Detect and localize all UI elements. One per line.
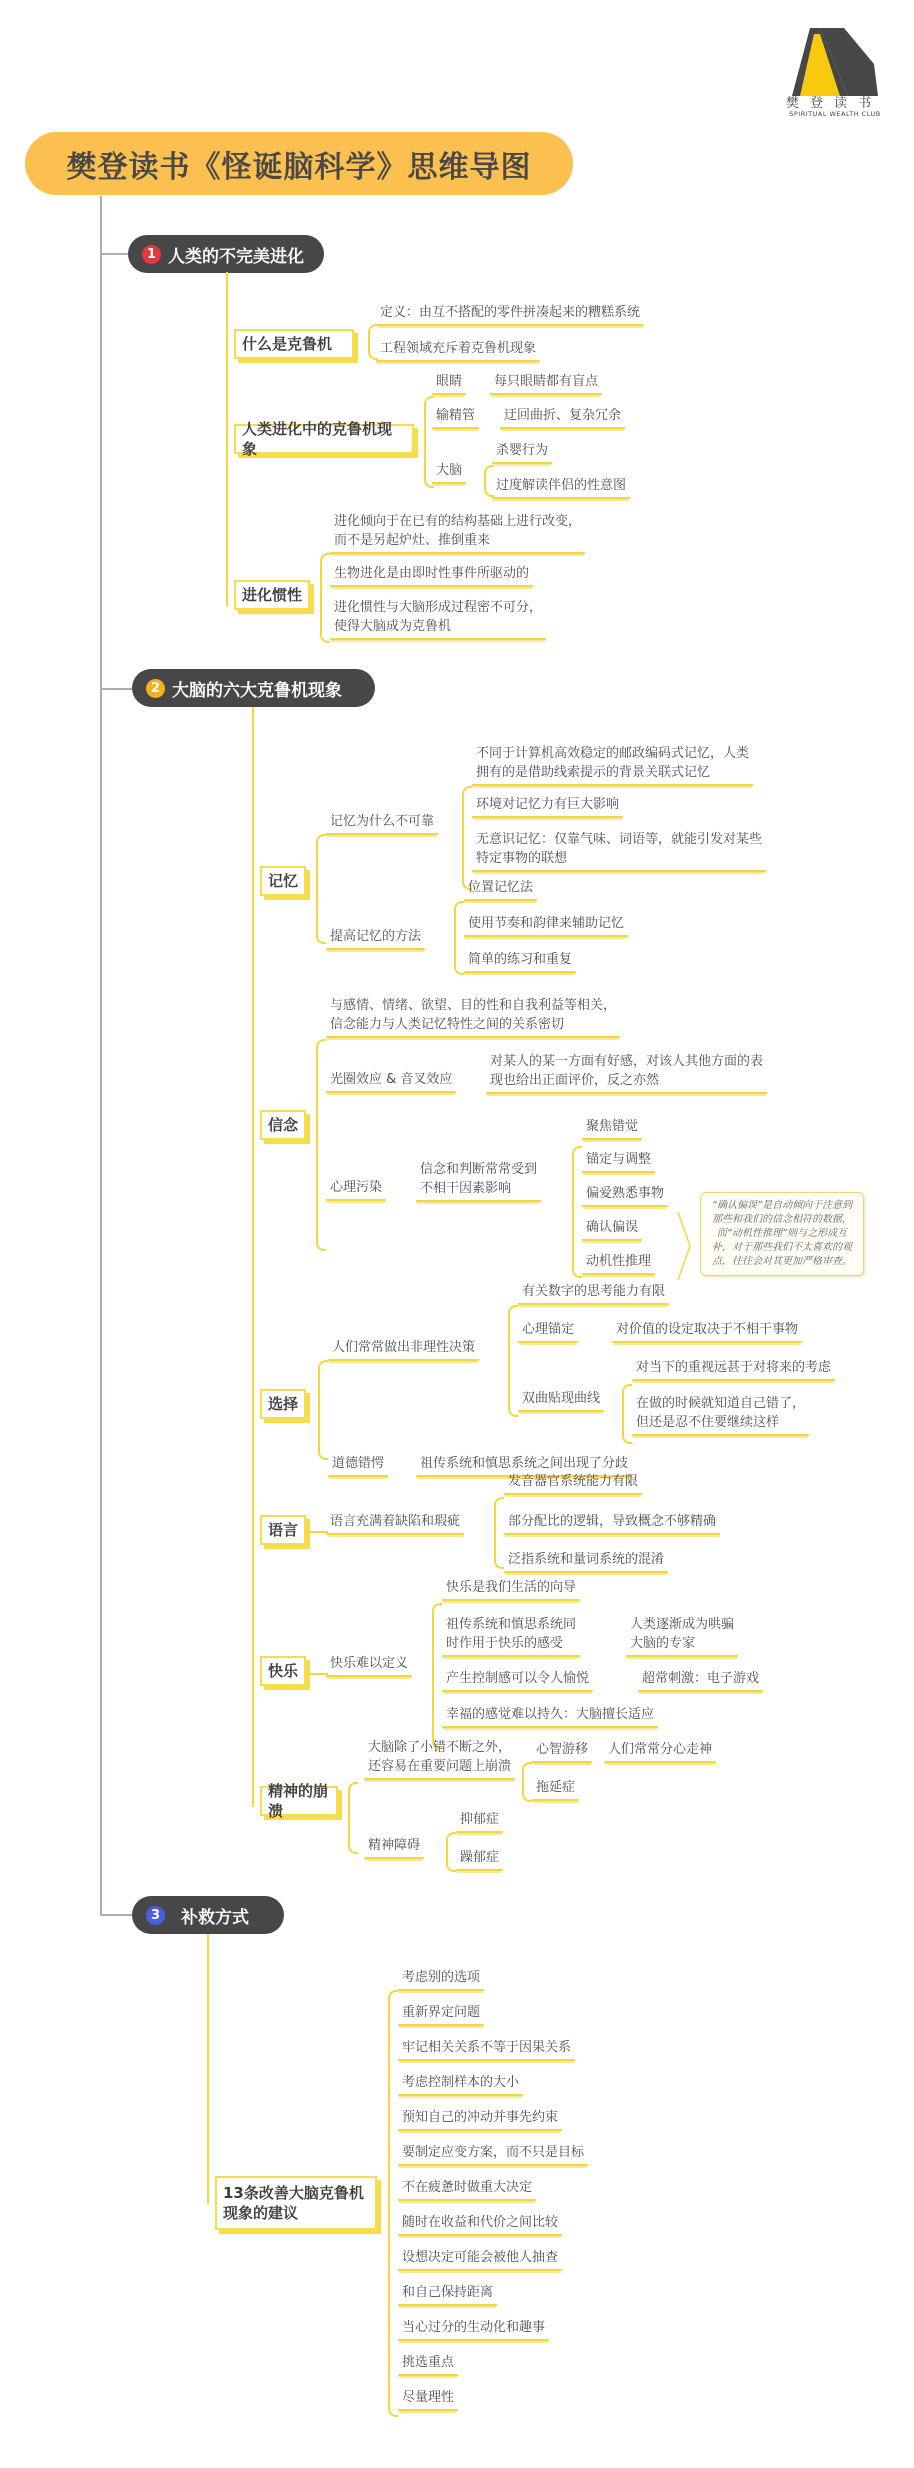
callout-bracket-icon [676, 1210, 694, 1282]
line: 信念能力与人类记忆特性之间的关系密切 [330, 1017, 565, 1032]
line: 在做的时候就知道自己错了， [636, 1396, 806, 1411]
leaf-memory-unreliable[interactable]: 记忆为什么不可靠 [326, 812, 438, 835]
leaf-value-setting[interactable]: 对价值的设定取决于不相干事物 [612, 1320, 802, 1343]
node-language[interactable]: 语言 [260, 1515, 306, 1545]
leaf-mind-wandering[interactable]: 心智游移 [532, 1740, 592, 1763]
line: 时作用于快乐的感受 [446, 1636, 564, 1651]
brace [622, 1384, 632, 1444]
leaf-mental-contamination[interactable]: 心理污染 [326, 1178, 386, 1201]
leaf-motivated-reasoning[interactable]: 动机性推理 [582, 1252, 655, 1275]
trunk-connector-3 [100, 1914, 134, 1916]
brace [432, 1603, 442, 1749]
section-2-branch-line [252, 707, 254, 1807]
line: 但还是忍不住要继续这样 [636, 1415, 780, 1430]
leaf-overinterpret[interactable]: 过度解读伴侣的性意图 [492, 476, 630, 499]
leaf-adaptation[interactable]: 幸福的感觉难以持久：大脑擅长适应 [442, 1705, 658, 1728]
leaf-suggestion-12[interactable]: 挑选重点 [398, 2353, 458, 2376]
line: 对某人的某一方面有好感，对该人其他方面的表 [490, 1054, 764, 1069]
line: 人类逐渐成为哄骗 [630, 1617, 735, 1632]
leaf-hard-to-define[interactable]: 快乐难以定义 [326, 1654, 412, 1677]
leaf-inertia-2[interactable]: 生物进化是由即时性事件所驱动的 [330, 564, 533, 587]
node-13-suggestions[interactable]: 13条改善大脑克鲁机现象的建议 [215, 2176, 377, 2230]
leaf-distracted[interactable]: 人们常常分心走神 [604, 1740, 716, 1763]
node-happiness[interactable]: 快乐 [260, 1656, 306, 1686]
leaf-suggestion-8[interactable]: 随时在收益和代价之间比较 [398, 2213, 562, 2236]
leaf-brain-fooling-expert[interactable] [626, 1615, 738, 1657]
leaf-vas-deferens-detail[interactable]: 迂回曲折、复杂冗余 [500, 406, 625, 429]
brace [348, 1782, 358, 1854]
line: 信念和判断常常受到 [420, 1162, 538, 1177]
leaf-suggestion-13[interactable]: 尽量理性 [398, 2388, 458, 2411]
leaf-eyes-blindspot[interactable]: 每只眼睛都有盲点 [490, 372, 602, 395]
brace [316, 1039, 326, 1251]
leaf-suggestion-9[interactable]: 设想决定可能会被他人抽查 [398, 2248, 562, 2271]
leaf-suggestion-6[interactable]: 要制定应变方案，而不只是目标 [398, 2143, 588, 2166]
brace [508, 1305, 518, 1417]
leaf-procrastination[interactable]: 拖延症 [532, 1778, 579, 1801]
logo-en-text: SPIRITUAL WEALTH CLUB [789, 110, 881, 118]
section-1-title: 人类的不完美进化 [168, 246, 304, 267]
leaf-rhythm[interactable]: 使用节奏和韵律来辅助记忆 [464, 914, 628, 937]
leaf-suggestion-10[interactable]: 和自己保持距离 [398, 2283, 497, 2306]
leaf-engineering[interactable]: 工程领域充斥着克鲁机现象 [376, 339, 540, 362]
leaf-definition[interactable]: 定义：由互不搭配的零件拼凑起来的糟糕系统 [376, 303, 644, 326]
brace [454, 901, 464, 975]
brace [318, 1360, 328, 1460]
leaf-improve-memory[interactable]: 提高记忆的方法 [326, 927, 425, 950]
leaf-confirmation-bias[interactable]: 确认偏误 [582, 1218, 642, 1241]
number-1-icon: 1 [142, 245, 161, 264]
leaf-present-bias[interactable]: 对当下的重视远甚于对将来的考虑 [632, 1358, 835, 1381]
leaf-know-wrong[interactable] [632, 1394, 809, 1436]
leaf-suggestion-7[interactable]: 不在疲惫时做重大决定 [398, 2178, 536, 2201]
brace [572, 1146, 582, 1278]
trunk-connector-1 [100, 253, 130, 255]
leaf-sense-of-control[interactable]: 产生控制感可以令人愉悦 [442, 1669, 593, 1692]
number-2-icon: 2 [146, 679, 165, 698]
trunk-connector-2 [100, 688, 134, 690]
line: 现也给出正面评价，反之亦然 [490, 1073, 660, 1088]
node-human-evolution-kluge[interactable]: 人类进化中的克鲁机现象 [234, 424, 414, 454]
line: 不同于计算机高效稳定的邮政编码式记忆，人类 [476, 746, 750, 761]
leaf-suggestion-3[interactable]: 牢记相关关系不等于因果关系 [398, 2038, 575, 2061]
section-3-branch-line [207, 1934, 209, 2204]
node-memory[interactable]: 记忆 [260, 866, 306, 896]
leaf-systems-diverge[interactable]: 祖传系统和慎思系统之间出现了分歧 [416, 1454, 632, 1477]
leaf-anchoring[interactable]: 锚定与调整 [582, 1150, 655, 1173]
line: 特定事物的联想 [476, 851, 568, 866]
line: 进化惯性与大脑形成过程密不可分， [334, 600, 543, 615]
leaf-number-thinking[interactable]: 有关数字的思考能力有限 [518, 1282, 669, 1305]
brace [462, 786, 472, 890]
line: 祖传系统和慎思系统同 [446, 1617, 577, 1632]
mindmap-title: 樊登读书《怪诞脑科学》思维导图 [25, 132, 573, 195]
line: 大脑除了小错不断之外， [368, 1740, 512, 1755]
leaf-irrational-decisions[interactable]: 人们常常做出非理性决策 [328, 1338, 479, 1361]
line: 还容易在重要问题上崩溃 [368, 1759, 512, 1774]
node-choice[interactable]: 选择 [260, 1389, 306, 1419]
line: 而不是另起炉灶、推倒重来 [334, 533, 491, 548]
brace [446, 1832, 456, 1872]
leaf-ancestral-deliberative[interactable] [442, 1615, 580, 1657]
section-1-node[interactable] [128, 235, 324, 273]
brace [494, 1497, 504, 1569]
leaf-infanticide[interactable]: 杀婴行为 [492, 441, 552, 464]
leaf-moral-dumbfounding[interactable]: 道德错愕 [328, 1454, 388, 1477]
leaf-inertia-1[interactable] [330, 512, 585, 554]
leaf-vas-deferens[interactable]: 输精管 [432, 406, 479, 429]
leaf-suggestion-2[interactable]: 重新界定问题 [398, 2003, 484, 2026]
leaf-suggestion-11[interactable]: 当心过分的生动化和趣事 [398, 2318, 549, 2341]
section-1-branch-line [226, 272, 228, 606]
root-trunk-line [100, 196, 102, 1914]
number-3-icon: 3 [146, 1906, 165, 1925]
leaf-mental-anchoring[interactable]: 心理锚定 [518, 1320, 578, 1343]
leaf-mental-disorder[interactable]: 精神障碍 [364, 1836, 424, 1859]
node-mental-breakdown[interactable]: 精神的崩溃 [260, 1786, 338, 1816]
leaf-halo-effect[interactable]: 光圈效应 & 音叉效应 [326, 1070, 456, 1093]
line: 与感情、情绪、欲望、目的性和自我利益等相关， [330, 998, 617, 1013]
leaf-happiness-guide[interactable]: 快乐是我们生活的向导 [442, 1578, 580, 1601]
leaf-brain-collapse[interactable] [364, 1738, 515, 1780]
section-2-node[interactable] [132, 669, 375, 707]
section-3-node[interactable] [132, 1896, 284, 1934]
node-evolutionary-inertia[interactable]: 进化惯性 [234, 580, 310, 610]
leaf-halo-detail[interactable] [486, 1052, 767, 1094]
leaf-memory-unconscious[interactable] [472, 830, 766, 872]
line: 大脑的专家 [630, 1636, 696, 1651]
line: 进化倾向于在已有的结构基础上进行改变， [334, 514, 582, 529]
logo-cn-text: 樊登读书 [786, 96, 883, 111]
leaf-eyes[interactable]: 眼睛 [432, 372, 466, 395]
brace [522, 1762, 532, 1802]
leaf-brain[interactable]: 大脑 [432, 461, 466, 484]
line: 使得大脑成为克鲁机 [334, 619, 452, 634]
leaf-generic-quantifier[interactable]: 泛指系统和量词系统的混淆 [504, 1550, 668, 1573]
leaf-language-flaws[interactable]: 语言充满着缺陷和瑕疵 [326, 1512, 464, 1535]
leaf-vocal-limits[interactable]: 发音器官系统能力有限 [504, 1472, 642, 1495]
node-what-is-kluge[interactable]: 什么是克鲁机 [234, 329, 354, 359]
leaf-suggestion-4[interactable]: 考虑控制样本的大小 [398, 2073, 523, 2096]
leaf-belief-emotion[interactable] [326, 996, 620, 1038]
connector [308, 1673, 328, 1675]
leaf-practice[interactable]: 简单的练习和重复 [464, 950, 576, 973]
brace [388, 1990, 398, 2417]
leaf-depression[interactable]: 抑郁症 [456, 1810, 503, 1833]
leaf-method-of-loci[interactable]: 位置记忆法 [464, 878, 537, 901]
section-2-title: 大脑的六大克鲁机现象 [172, 680, 342, 701]
brace [320, 553, 330, 643]
leaf-memory-postal[interactable] [472, 744, 753, 786]
brace [316, 834, 326, 944]
leaf-partial-logic[interactable]: 部分配比的逻辑，导致概念不够精确 [504, 1512, 720, 1535]
bias-note: “确认偏误”是自动倾向于注意到那些和我们的信念相符的数据，而“动机性推理”则与之形成互补，对于那些我们不太喜欢的观点，往往会对其更加严格审查。 [700, 1192, 864, 1276]
leaf-video-games[interactable]: 超常刺激：电子游戏 [638, 1669, 763, 1692]
leaf-memory-environment[interactable]: 环境对记忆力有巨大影响 [472, 795, 623, 818]
leaf-inertia-3[interactable] [330, 598, 546, 640]
section-3-title: 补救方式 [181, 1907, 249, 1928]
leaf-irrelevant-factors[interactable] [416, 1160, 541, 1202]
line: 无意识记忆：仅靠气味、词语等，就能引发对某些 [476, 832, 763, 847]
line: 不相干因素影响 [420, 1181, 512, 1196]
leaf-focusing-illusion[interactable]: 聚焦错觉 [582, 1117, 642, 1140]
leaf-familiarity[interactable]: 偏爱熟悉事物 [582, 1184, 668, 1207]
leaf-suggestion-1[interactable]: 考虑别的选项 [398, 1968, 484, 1991]
leaf-suggestion-5[interactable]: 预知自己的冲动并事先约束 [398, 2108, 562, 2131]
line: 拥有的是借助线索提示的背景关联式记忆 [476, 765, 711, 780]
leaf-bipolar[interactable]: 躁郁症 [456, 1848, 503, 1871]
connector [308, 1531, 328, 1533]
node-belief[interactable]: 信念 [260, 1110, 306, 1140]
leaf-hyperbolic-discounting[interactable]: 双曲贴现曲线 [518, 1389, 604, 1412]
